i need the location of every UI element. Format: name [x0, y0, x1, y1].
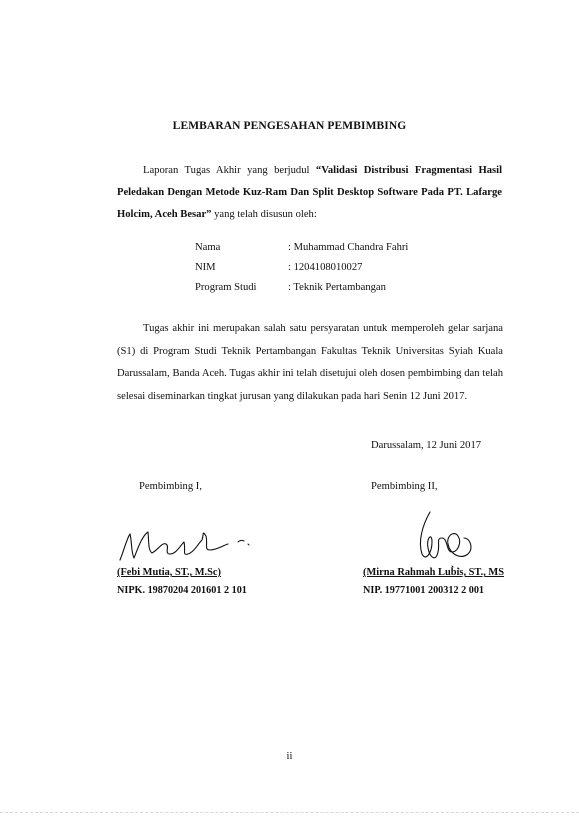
field-value: : Muhammad Chandra Fahri — [288, 242, 409, 253]
supervisor-2-name: (Mirna Rahmah Lubis, ST., MS — [363, 567, 504, 578]
supervisor-1-id: NIPK. 19870204 201601 2 101 — [117, 585, 247, 596]
page-title: LEMBARAN PENGESAHAN PEMBIMBING — [172, 120, 407, 132]
student-fields — [195, 238, 408, 298]
intro-lead: Laporan Tugas Akhir yang berjudul — [143, 165, 316, 176]
supervisor-1-signature — [118, 520, 258, 565]
field-label: NIM — [195, 262, 216, 273]
supervisor-2-label: Pembimbing II, — [371, 481, 438, 492]
supervisor-1-name: (Febi Mutia, ST., M.Sc) — [117, 567, 221, 578]
page-number: ii — [286, 751, 293, 762]
field-row-nama — [195, 238, 408, 258]
field-row-program-studi — [195, 278, 408, 298]
field-value: : Teknik Pertambangan — [288, 282, 386, 293]
scan-edge-divider — [0, 812, 579, 814]
intro-tail: yang telah disusun oleh: — [211, 209, 317, 220]
field-label: Program Studi — [195, 282, 257, 293]
body-paragraph: Tugas akhir ini merupakan salah satu persyaratan untuk memperoleh gelar sarjana (S1) di Program Studi Teknik Pertambangan Fakultas Teknik Universitas Syiah Kuala Darussalam, Banda Aceh. Tugas akhir ini telah disetujui oleh dosen pembimbing dan telah selesai diseminarkan tingkat jurusan yang dilakukan pada hari Senin 12 Juni 2017. — [117, 323, 503, 402]
field-value: : 1204108010027 — [288, 262, 363, 273]
supervisor-1-label: Pembimbing I, — [139, 481, 202, 492]
field-label: Nama — [195, 242, 221, 253]
thesis-title: “Validasi Distribusi Fragmentasi Hasil Peledakan Dengan Metode Kuz-Ram Dan Split Desktop Software Pada PT. Lafarge Holcim, Aceh Besar” — [117, 165, 503, 220]
intro-paragraph — [117, 160, 502, 226]
field-row-nim — [195, 258, 408, 278]
place-date: Darussalam, 12 Juni 2017 — [371, 440, 482, 451]
supervisor-2-id: NIP. 19771001 200312 2 001 — [363, 585, 485, 596]
